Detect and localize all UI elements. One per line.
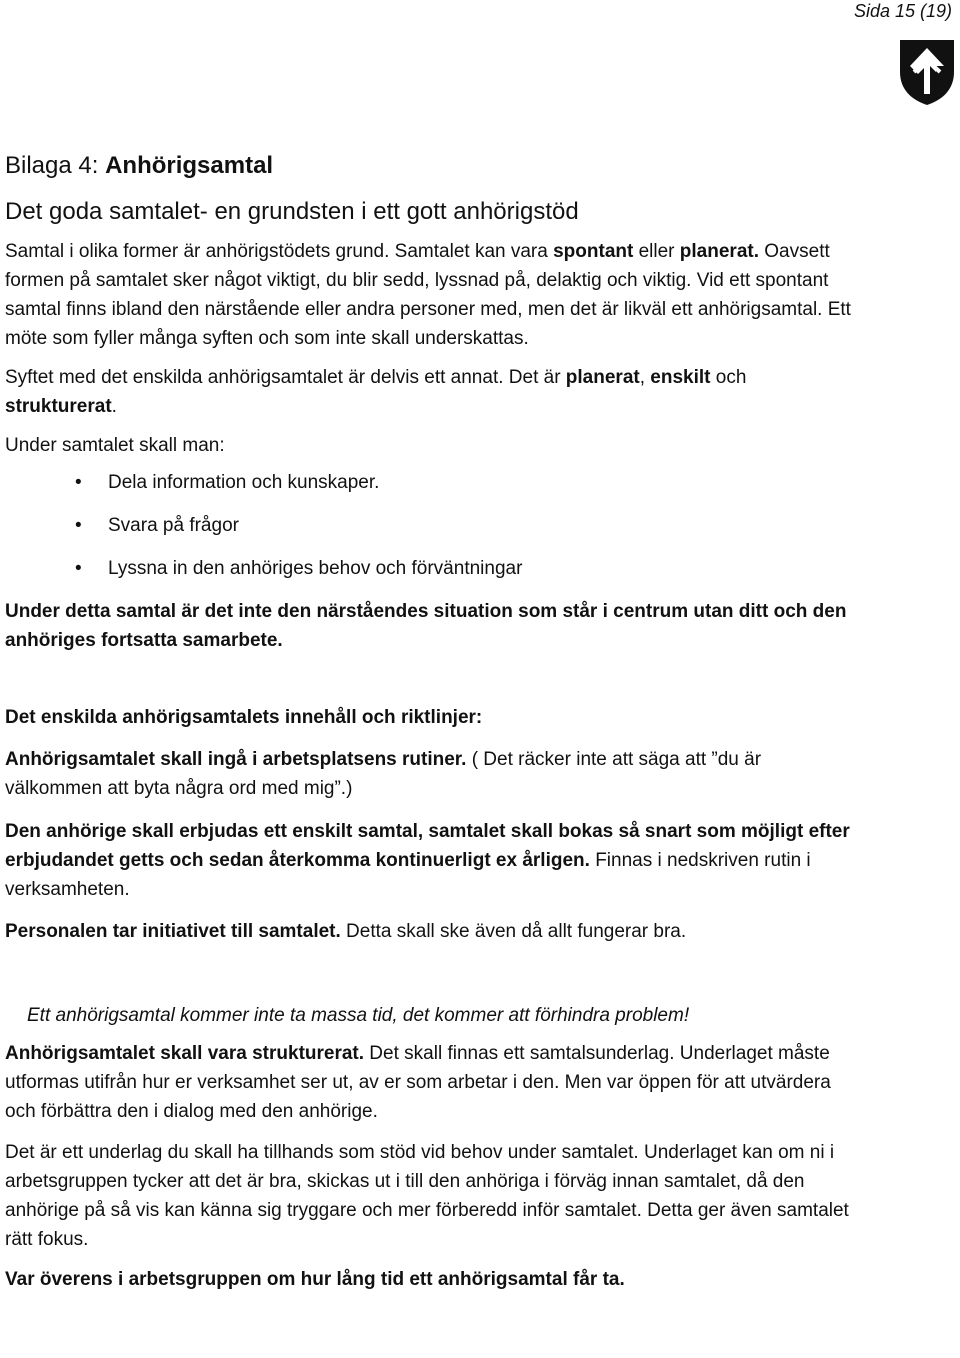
under-label: Under samtalet skall man:: [5, 435, 225, 456]
subtitle: Det goda samtalet- en grundsten i ett gott anhörigstöd: [5, 198, 579, 225]
document-body: [5, 150, 855, 1294]
bullet-icon: •: [75, 558, 82, 579]
municipal-coat-of-arms-icon: [898, 38, 956, 106]
list-item: • Dela information och kunskaper.: [5, 468, 855, 497]
page-number: Sida 15 (19): [853, 1, 952, 21]
page-title: [5, 150, 855, 182]
title-prefix: Bilaga 4:: [5, 152, 106, 179]
italic-note: Ett anhörigsamtal kommer inte ta massa tid, det kommer att förhindra problem!: [27, 1005, 690, 1026]
purpose-paragraph: Syftet med det enskilda anhörigsamtalet är delvis ett annat. Det är planerat, enskilt och strukturerat.: [5, 367, 747, 417]
title-main: Anhörigsamtal: [105, 152, 274, 179]
bullet-list: [5, 468, 855, 583]
rule-initiative: Personalen tar initiativet till samtalet. Detta skall ske även då allt fungerar bra.: [5, 921, 687, 942]
bullet-icon: •: [75, 515, 82, 536]
section-heading: Det enskilda anhörigsamtalets innehåll och riktlinjer:: [5, 707, 483, 728]
centrum-note: Under detta samtal är det inte den närståendes situation som står i centrum utan ditt och den anhöriges fortsatta samarbete.: [5, 601, 847, 651]
list-item: • Svara på frågor: [5, 511, 855, 540]
bullet-icon: •: [75, 472, 82, 493]
rule-routines: Anhörigsamtalet skall ingå i arbetsplatsens rutiner. ( Det räcker inte att säga att ”du är välkommen att byta några ord med mig”.): [5, 749, 762, 799]
intro-paragraph: Samtal i olika former är anhörigstödets grund. Samtalet kan vara spontant eller planerat. Oavsett formen på samtalet sker något viktigt, du blir sedd, lyssnad på, delaktig och viktig. Vid ett spontant samtal finns ibland den närstående eller andra personer med, men det är likväl ett anhörigsamtal. Ett möte som fyller många syften och som inte skall underskattas.: [5, 241, 851, 349]
list-item: • Lyssna in den anhöriges behov och förväntningar: [5, 554, 855, 583]
support-paragraph: Det är ett underlag du skall ha tillhands som stöd vid behov under samtalet. Underlaget kan om ni i arbetsgruppen tycker att det är bra, skickas ut i till den anhöriga i förväg innan samtalet, då den anhörige på så vis kan känna sig tryggare och mer förberedd inför samtalet. Detta ger även samtalet rätt fokus.: [5, 1142, 849, 1250]
rule-offer: Den anhörige skall erbjudas ett enskilt samtal, samtalet skall bokas så snart som möjligt efter erbjudandet getts och sedan återkomma kontinuerligt ex årligen. Finnas i nedskriven rutin i verksamheten.: [5, 821, 850, 900]
rule-structured: Anhörigsamtalet skall vara strukturerat. Det skall finnas ett samtalsunderlag. Underlaget måste utformas utifrån hur er verksamhet ser ut, av er som arbetar i den. Men var öppen för att utvärdera och förbättra den i dialog med den anhörige.: [5, 1043, 831, 1122]
final-note: Var överens i arbetsgruppen om hur lång tid ett anhörigsamtal får ta.: [5, 1269, 625, 1290]
